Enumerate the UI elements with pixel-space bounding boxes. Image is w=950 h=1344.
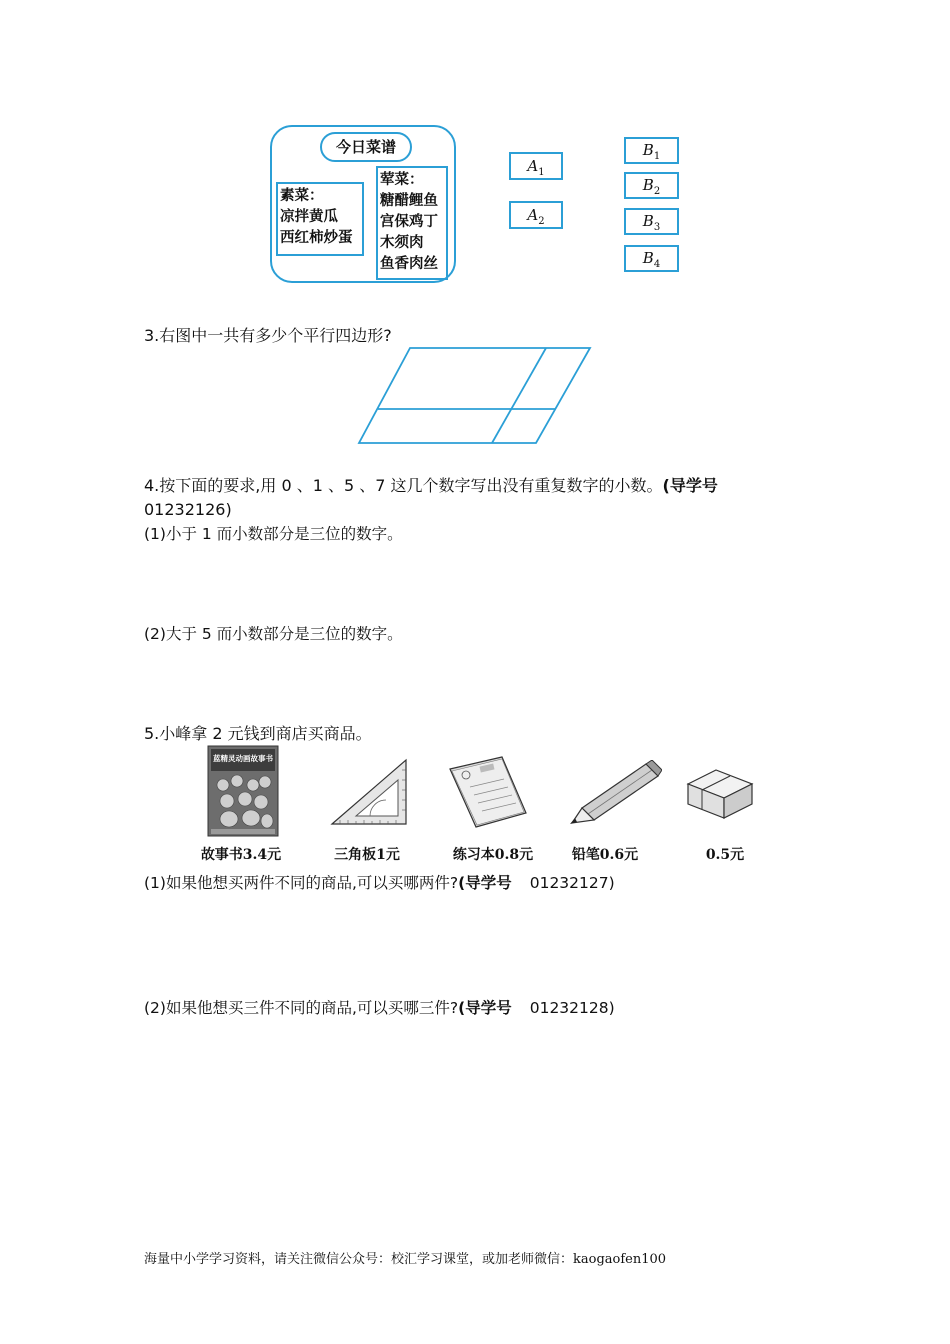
box-letter: A: [527, 206, 539, 224]
item-label-set-square: 三角板1元: [334, 847, 400, 863]
pencil-icon: [566, 760, 662, 826]
box-b2: [624, 172, 679, 199]
item-label-storybook: 故事书3.4元: [200, 847, 282, 863]
meat-item: 木须肉: [380, 235, 424, 251]
meat-heading: 荤菜：: [380, 172, 424, 188]
item-label-eraser: 0.5元: [705, 847, 745, 863]
question-4-text: [144, 474, 718, 498]
meat-item: 糖醋鲤鱼: [380, 193, 438, 209]
box-b3: [624, 208, 679, 235]
question-4-sub-2: (2)大于 5 而小数部分是三位的数字。: [144, 625, 403, 643]
outer-parallelogram: [359, 348, 590, 443]
question-5-sub-1-ref-label: (导学号: [458, 874, 512, 892]
box-index: 1: [538, 167, 545, 178]
page-footer: 海量中小学学习资料，请关注微信公众号：校汇学习课堂，或加老师微信：kaogaofen100: [144, 1252, 667, 1267]
storybook-icon: [207, 745, 279, 837]
box-b1: [624, 137, 679, 164]
box-index: 1: [653, 151, 661, 162]
question-4-line1: 4.按下面的要求,用 0 、1 、5 、7 这几个数字写出没有重复数字的小数。: [144, 476, 663, 495]
question-5-sub-1: [144, 871, 615, 895]
question-5-text: 5.小峰拿 2 元钱到商店买商品。: [144, 724, 372, 743]
slanted-divider: [492, 348, 546, 443]
parallelogram-figure: [355, 344, 595, 448]
veg-item: 西红柿炒蛋: [280, 230, 353, 246]
question-5-sub-1-ref-number: 01232127): [529, 874, 615, 892]
question-5-sub-2-ref-label: (导学号: [458, 999, 512, 1017]
question-5-sub-2-ref-number: 01232128): [529, 999, 615, 1017]
box-index: 3: [653, 222, 661, 233]
box-letter: B: [642, 212, 654, 230]
question-5-sub-2-text: (2)如果他想买三件不同的商品,可以买哪三件?: [144, 999, 459, 1017]
box-a1: [509, 152, 563, 180]
eraser-icon: [686, 768, 756, 820]
veg-item: 凉拌黄瓜: [280, 209, 338, 225]
menu-title: 今日菜谱: [320, 132, 412, 162]
meat-item: 鱼香肉丝: [380, 256, 438, 272]
veg-heading: 素菜：: [280, 188, 324, 204]
box-a2: [509, 201, 563, 229]
question-4-ref-label: (导学号: [662, 476, 718, 495]
question-5-sub-2: [144, 996, 615, 1020]
box-b4: [624, 245, 679, 272]
box-letter: B: [642, 176, 654, 194]
box-letter: B: [642, 249, 654, 267]
set-square-icon: [330, 758, 410, 828]
box-letter: A: [527, 157, 539, 175]
book-cover-title: 蓝精灵动画故事书: [213, 754, 273, 763]
exercise-book-icon: [446, 755, 528, 830]
box-index: 4: [653, 259, 661, 270]
item-label-exercise-book: 练习本0.8元: [452, 847, 534, 863]
question-5-sub-1-text: (1)如果他想买两件不同的商品,可以买哪两件?: [144, 874, 459, 892]
question-4-sub-1: (1)小于 1 而小数部分是三位的数字。: [144, 525, 403, 543]
meat-item: 宫保鸡丁: [380, 214, 438, 230]
box-letter: B: [642, 141, 654, 159]
box-index: 2: [538, 216, 545, 227]
box-index: 2: [653, 186, 661, 197]
question-3-text: 3.右图中一共有多少个平行四边形?: [144, 326, 392, 345]
question-4-ref-number: 01232126): [144, 500, 232, 519]
item-label-pencil: 铅笔0.6元: [571, 847, 639, 863]
